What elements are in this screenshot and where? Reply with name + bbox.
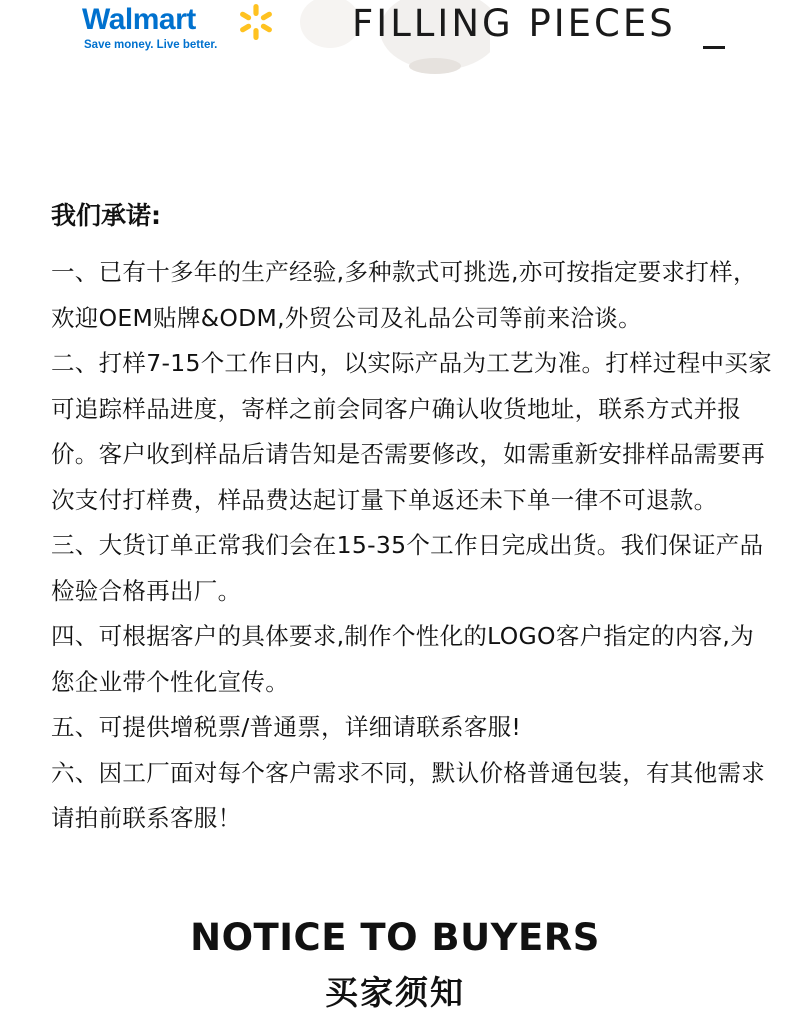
walmart-wordmark: Walmart <box>82 3 196 36</box>
promise-item: 五、可提供增税票/普通票，详细请联系客服! <box>51 713 522 741</box>
promise-list <box>51 250 773 842</box>
promise-item: 三、大货订单正常我们会在15-35个工作日完成出货。我们保证产品检验合格再出厂。 <box>51 531 764 605</box>
walmart-spark-icon <box>234 2 278 42</box>
promise-item: 六、因工厂面对每个客户需求不同，默认价格普通包装，有其他需求请拍前联系客服！ <box>51 758 765 832</box>
promise-item: 一、已有十多年的生产经验,多种款式可挑选,亦可按指定要求打样，欢迎OEM贴牌&ODM,外贸公司及礼品公司等前来洽谈。 <box>51 258 757 332</box>
notice-title-en: NOTICE TO BUYERS <box>190 916 600 959</box>
walmart-logo <box>78 2 288 58</box>
walmart-tagline: Save money. Live better. <box>84 39 218 51</box>
logo-strip <box>0 0 790 90</box>
promise-item: 二、打样7-15个工作日内，以实际产品为工艺为准。打样过程中买家可追踪样品进度，寄样之前会同客户确认收货地址，联系方式并报价。客户收到样品后请告知是否需要修改，如需重新安排样品需要再次支付打样费，样品费达起订量下单返还未下单一律不可退款。 <box>51 349 772 514</box>
filling-pieces-logo: FILLING PIECES <box>352 2 676 45</box>
notice-title-zh: 买家须知 <box>325 973 465 1012</box>
promise-title: 我们承诺: <box>51 201 161 230</box>
filling-pieces-underline <box>703 46 725 49</box>
promise-item: 四、可根据客户的具体要求,制作个性化的LOGO客户指定的内容,为您企业带个性化宣传。 <box>51 622 754 696</box>
